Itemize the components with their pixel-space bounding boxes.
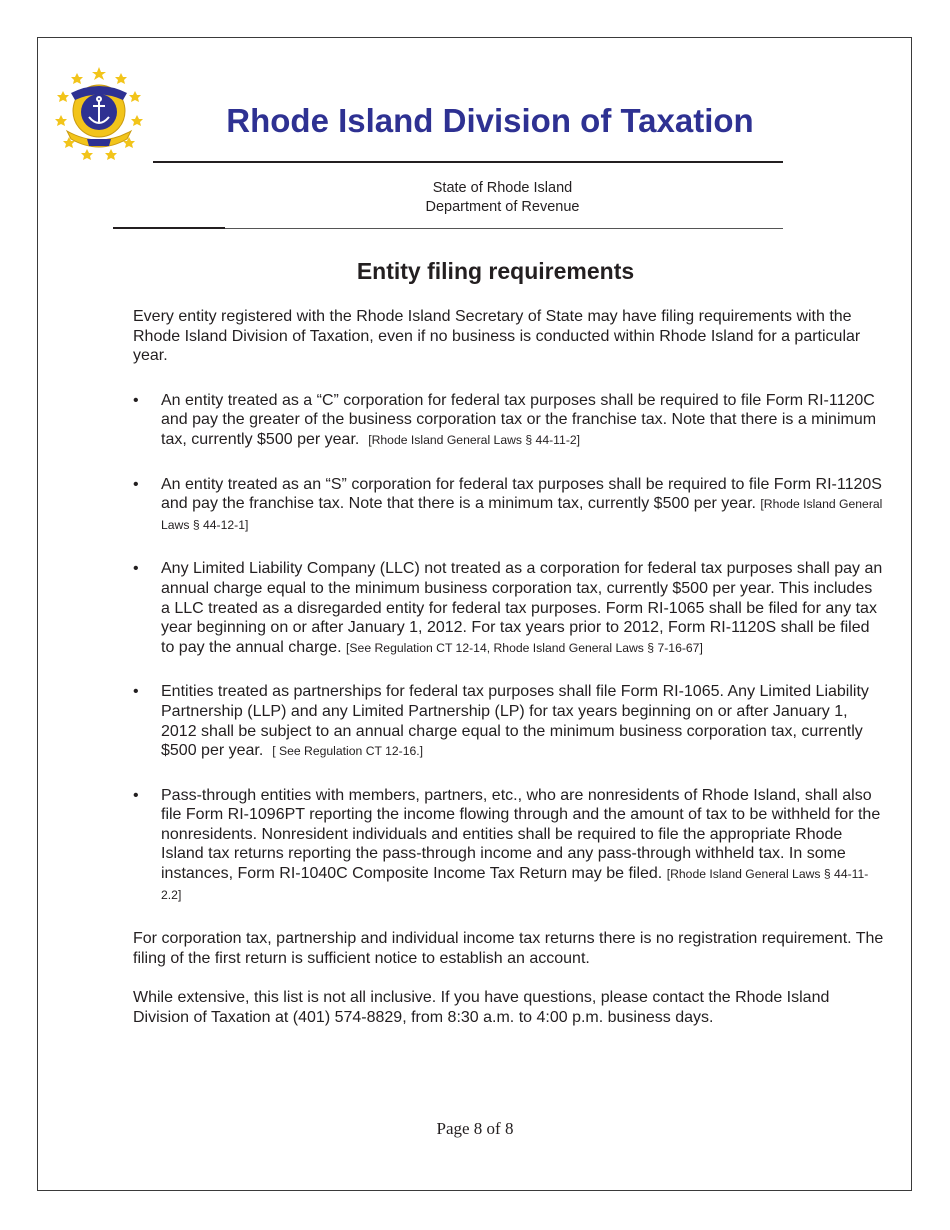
list-item <box>133 475 885 536</box>
bullet-icon: • <box>133 786 139 804</box>
list-item <box>133 682 885 761</box>
state-line: State of Rhode Island <box>432 180 573 196</box>
requirement-text: An entity treated as a “C” corporation for federal tax purposes shall be required to file Form RI-1120C and pay the greater of the business corporation tax or the franchise tax. Note that there is a minimum tax, currently $500 per year. <box>161 391 877 448</box>
header-rule <box>153 161 783 163</box>
department-block <box>380 179 625 217</box>
requirement-citation: [ See Regulation CT 12-16.] <box>272 744 424 759</box>
bullet-icon: • <box>133 683 139 701</box>
requirement-text: An entity treated as an “S” corporation for federal tax purposes shall be required to file Form RI-1120S and pay the franchise tax. Note that there is a minimum tax, currently $500 per year. <box>161 475 882 513</box>
department-line: Department of Revenue <box>425 199 580 215</box>
requirement-citation: [Rhode Island General Laws § 44-11-2.2] <box>161 867 869 902</box>
state-seal-icon <box>55 65 143 163</box>
agency-title: Rhode Island Division of Taxation <box>226 102 754 139</box>
requirement-text: Any Limited Liability Company (LLC) not treated as a corporation for federal tax purposes shall pay an annual charge equal to the minimum business corporation tax, currently $500 per year. This includes a LLC treated as a disregarded entity for federal tax purposes. Form RI-1065 shall be filed for any tax year beginning on or after January 1, 2012. For tax years prior to 2012, Form RI-1120S shall be filed to pay the annual charge. <box>161 560 883 656</box>
list-item <box>133 559 885 658</box>
bullet-icon: • <box>133 560 139 578</box>
contact-note: While extensive, this list is not all inclusive. If you have questions, please contact the Rhode Island Division of Taxation at (401) 574-8829, from 8:30 a.m. to 4:00 p.m. business days. <box>133 989 830 1027</box>
bullet-icon: • <box>133 391 139 409</box>
document-heading: Entity filing requirements <box>356 258 635 284</box>
intro-paragraph: Every entity registered with the Rhode Island Secretary of State may have filing requirements with the Rhode Island Division of Taxation, even if no business is conducted within Rhode Island for a particular year. <box>133 308 861 365</box>
list-item <box>133 786 885 906</box>
document-body <box>133 307 885 1028</box>
page-number: Page 8 of 8 <box>436 1119 514 1138</box>
bullet-icon: • <box>133 475 139 493</box>
requirement-citation: [Rhode Island General Laws § 44-11-2] <box>368 432 581 447</box>
requirement-text: Pass-through entities with members, partners, etc., who are nonresidents of Rhode Island, shall also file Form RI-1096PT reporting the income flowing through and the amount of tax to be withheld for the nonresidents. Nonresident individuals and entities shall be required to file the appropriate Rhode Island tax returns reporting the pass-through income and any pass-through withheld tax. In some instances, Form RI-1040C Composite Income Tax Return may be filed. <box>161 786 881 883</box>
list-item <box>133 391 885 451</box>
subheader-rule-accent <box>113 227 225 229</box>
requirement-citation: [Rhode Island General Laws § 44-12-1] <box>161 497 883 532</box>
requirement-citation: [See Regulation CT 12-14, Rhode Island General Laws § 7-16-67] <box>346 640 703 655</box>
registration-note: For corporation tax, partnership and individual income tax returns there is no registration requirement. The filing of the first return is sufficient notice to establish an account. <box>133 930 884 967</box>
requirement-text: Entities treated as partnerships for federal tax purposes shall file Form RI-1065. Any Limited Liability Partnership (LLP) and any Limited Partnership (LP) for tax years beginning on or after January 1, 2012 shall be subject to an annual charge equal to the minimum business corporation tax, currently $500 per year. <box>161 683 869 760</box>
requirements-list <box>133 391 885 905</box>
